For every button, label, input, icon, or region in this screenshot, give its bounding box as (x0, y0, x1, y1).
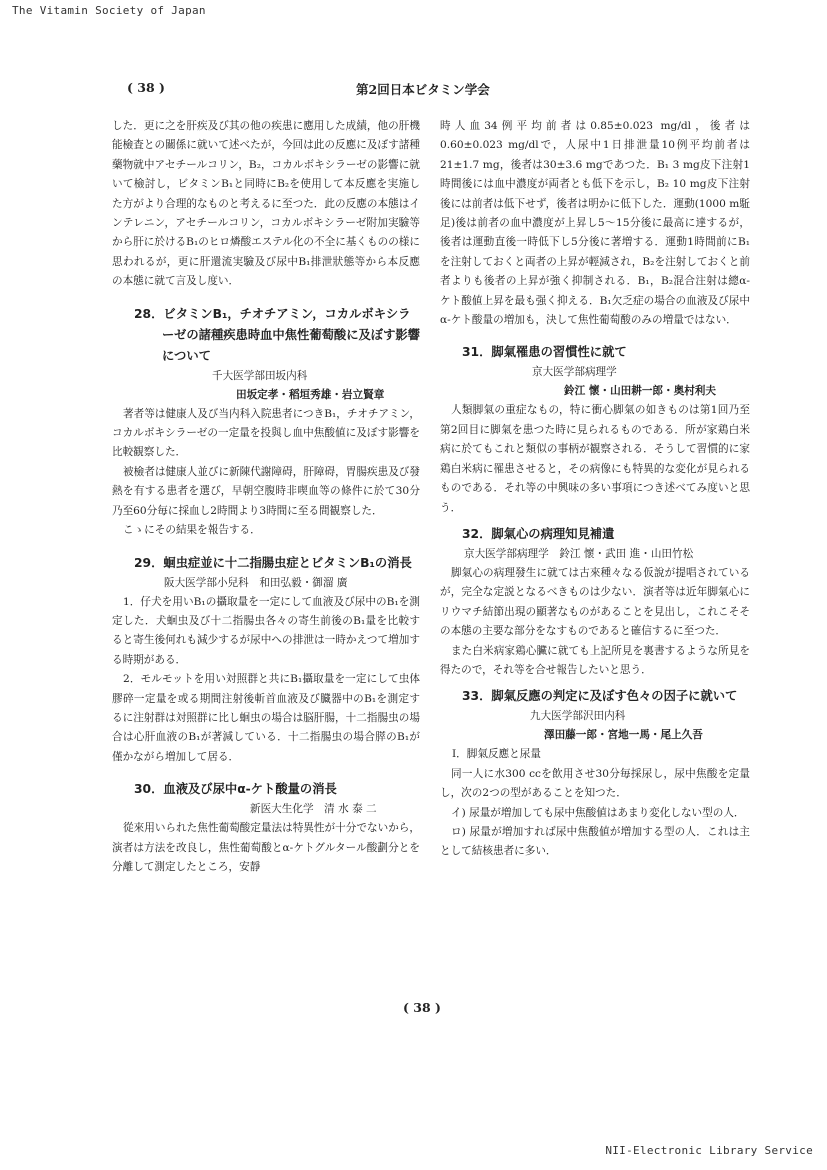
intro-paragraph: した．更に之を肝疾及び其の他の疾患に應用した成績，他の肝機能檢査との關係に就いて述べたが，今回は此の反應に及ぼす諸種藥物就中アセチールコリン，B₂，コカルボキシラーゼの影響に就いて檢討し，ビタミンB₁と同時にB₂を使用して本反應を実施した方がより合理的なものと考えるに至つた．此の反應の本態はインテレニン，アセチールコリン，コカルボキシラーゼ附加実驗等から肝に於けるB₁のヒロ燐酸エステル化の不全に基くものの様に思われるが，更に肝還流実驗及び尿中B₁排泄狀態等から本反應の本態に就て言及し度い． (112, 120, 420, 288)
section-30-paragraph: 從來用いられた焦性葡萄酸定量法は特異性が十分でないから，演者は方法を改良し，焦性葡萄酸とα-ケトグルタール酸劃分とを分離して測定したところ，安靜 (112, 822, 420, 873)
section-29-affiliation: 阪大医学部小兒科 和田弘毅・御溜 廣 (164, 576, 348, 589)
section-28-paragraph: 著者等は健康人及び当内科入院患者につきB₁，チオチアミン，コカルボキシラーゼの一定量を投與し血中焦酸値に及ぼす影響を比較観察した． (112, 407, 420, 459)
section-33-authors: 澤田藤一郎・宮地一馬・尾上久吾 (544, 729, 703, 742)
footer-library-name: NII-Electronic Library Service (605, 1144, 813, 1157)
section-33-paragraph: ロ) 尿量が増加すれば尿中焦酸値が増加する型の人．これは主として結核患者に多い． (440, 825, 750, 858)
section-28-authors: 田坂定孝・稻垣秀雄・岩立賢章 (236, 388, 385, 401)
section-33-paragraph: 同一人に水300 ccを飲用させ30分毎採尿し，尿中焦酸を定量し，次の2つの型があることを知つた． (440, 767, 750, 800)
section-28-affiliation: 千大医学部田坂内科 (212, 369, 308, 382)
section-32-paragraph: また白米病家鶏心臟に就ても上記所見を裏書するような所見を得たので，それ等を合せ報告したいと思う． (440, 644, 750, 676)
section-28-title: 28．ビタミンB₁，チオチアミン，コカルボキシラーゼの諸種疾患時血中焦性葡萄酸に及ぼす影響について (134, 306, 420, 363)
header-site-name: The Vitamin Society of Japan (12, 4, 206, 17)
section-33-affiliation: 九大医学部沢田内科 (530, 710, 626, 723)
page-number-top: ( 38 ) (127, 80, 165, 95)
section-33-subheading: I．脚氣反應と尿量 (452, 748, 541, 761)
section-30-affiliation: 新医大生化学 清 水 泰 二 (250, 803, 377, 816)
left-column (112, 117, 420, 877)
section-28-paragraph: こゝにその結果を報告する． (123, 524, 261, 537)
section-32-title: 32．脚氣心の病理知見補遺 (462, 526, 615, 541)
section-32-paragraph: 脚氣心の病理發生に就ては古來種々なる仮說が提唱されているが，完全な定説となるべきものは少ない．演者等は近年脚氣心にリウマチ結節出現の顯著なものがあることを見出し，これこそその本態の主要な部分をなすものであると確信するに至つた． (440, 566, 750, 638)
section-28-paragraph: 被檢者は健康人並びに新陳代謝障碍，肝障碍，胃腸疾患及び發熱を有する患者を選び，早朝空腹時非喫血等の條件に於て30分乃至60分毎に採血し2時間より3時間に至る間観察した． (112, 465, 420, 517)
right-column (440, 117, 750, 862)
section-31-affiliation: 京大医学部病理学 (532, 366, 617, 379)
section-29-title: 29．蛔虫症並に十二指腸虫症とビタミンB₁の消長 (134, 555, 412, 570)
section-33-title: 33．脚氣反應の判定に及ぼす色々の因子に就いて (462, 689, 738, 704)
section-29-paragraph: 1．仔犬を用いB₁の攝取量を一定にして血液及び尿中のB₁を測定した．犬蛔虫及び十二指腸虫各々の寄生前後のB₁量を比較すると寄生後何れも減少するが尿中への排泄は一時かえつて増加する時期がある． (112, 595, 420, 666)
section-31-paragraph: 人類脚氣の重症なもの，特に衝心脚氣の如きものは第1回乃至第2回目に脚氣を患つた時に見られるものである．所が家鶏白米病に於てもこれと類似の事柄が観察される．そうして習慣的に家鶏白米病に罹患させると，その病像にも特異的な変化が見られるものである．それ等の中興味の多い事項につき述べてみ度いと思う． (440, 404, 750, 514)
section-33-paragraph: イ) 尿量が増加しても尿中焦酸値はあまり変化しない型の人． (451, 806, 745, 819)
section-32-affiliation: 京大医学部病理学 鈴江 懷・武田 進・山田竹松 (464, 547, 694, 560)
section-31-title: 31．脚氣罹患の習慣性に就て (462, 345, 627, 360)
section-30-title: 30．血液及び尿中α-ケト酸量の消長 (134, 782, 337, 797)
page-number-bottom: ( 38 ) (403, 1000, 441, 1015)
section-31-authors: 鈴江 懷・山田耕一郎・奥村利夫 (564, 385, 716, 398)
section-30-continued: 時人血34例平均前者は0.85±0.023 mg/dl，後者は0.60±0.023 mg/dlで，人尿中1日排泄量10例平均前者は21±1.7 mg，後者は30±3.6 mgであつた．B₁ 3 mg皮下注射1時間後には血中濃度が両者とも低下を示し，B₂ 10 mg皮下注射後には前者は低下せず，後者は明かに低下した．運動(1000 m駈足)後は前者の血中濃度が上昇し5〜15分後に最高に達するが，後者は運動直後一時低下し5分後に著増する．運動1時間前にB₁を注射しておくと両者の上昇が輕減され，B₂を注射しておくと前者よりも後者の上昇が強く抑制される．B₁，B₂混合注射は總α-ケト酸値上昇を最も强く抑える．B₁欠乏症の場合の血液及び尿中α-ケト酸量の増加も，決して焦性葡萄酸のみの増量ではない． (440, 120, 750, 327)
running-head: 第2回日本ビタミン学会 (356, 82, 490, 97)
section-29-paragraph: 2．モルモットを用い対照群と共にB₁攝取量を一定にして虫体膠碎一定量を或る期間注射後斬首血液及び臓器中のB₁を測定するに注射群は対照群に比し蛔虫の場合は脳肝腸，十二指腸虫の場合は心肝血液のB₁が著減している．十二指腸虫の場合膵のB₁が僅かながら増加して居る． (112, 673, 420, 763)
